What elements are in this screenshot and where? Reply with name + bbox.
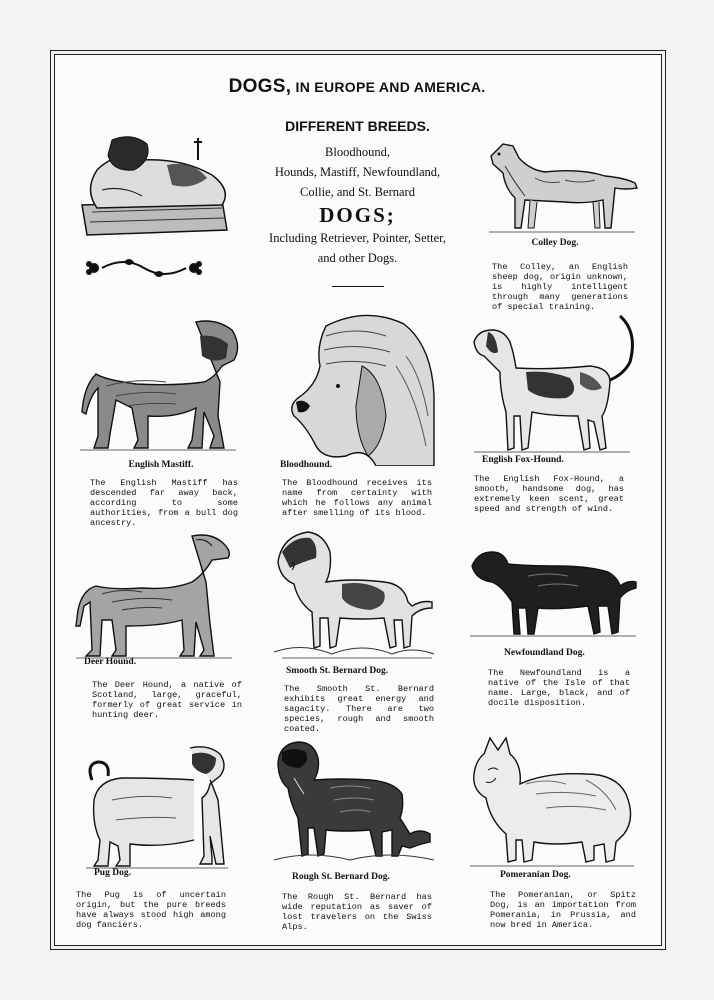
page-title <box>54 76 660 98</box>
intro-line-4: Including Retriever, Pointer, Setter, <box>269 231 446 245</box>
intro-line-3: Collie, and St. Bernard <box>300 185 415 199</box>
intro-line-5: and other Dogs. <box>317 251 398 265</box>
colley-dog-illustration <box>485 128 640 236</box>
rough-st-bernard-caption: Rough St. Bernard Dog. <box>292 872 390 882</box>
english-fox-hound-caption: English Fox-Hound. <box>482 455 564 465</box>
intro-block <box>240 118 475 287</box>
bloodhound-illustration <box>286 306 436 466</box>
english-fox-hound-illustration <box>470 312 638 457</box>
colley-dog-caption: Colley Dog. <box>531 238 579 248</box>
intro-line-2: Hounds, Mastiff, Newfoundland, <box>274 165 441 179</box>
pug-dog-caption: Pug Dog. <box>94 868 131 878</box>
rough-st-bernard-description: The Rough St. Bernard has wide reputation as saver of lost travelers on the Swiss Alps. <box>282 892 432 932</box>
newfoundland-illustration <box>468 542 640 642</box>
pug-dog-description: The Pug is of uncertain origin, but the pure breeds have always stood high among dog fanciers. <box>76 890 226 930</box>
colley-dog-description: The Colley, an English sheep dog, origin unknown, is highly intelligent through many generations of special training. <box>492 262 628 312</box>
newfoundland-lying-illustration <box>72 130 237 242</box>
deer-hound-description: The Deer Hound, a native of Scotland, large, graceful, formerly of great service in hunting deer. <box>92 680 242 720</box>
smooth-st-bernard-description: The Smooth St. Bernard exhibits great energy and sagacity. There are two species, rough and smooth coated. <box>284 684 434 734</box>
deer-hound-illustration <box>72 530 237 660</box>
floral-ornament <box>84 256 204 280</box>
english-mastiff-illustration <box>76 316 246 454</box>
bloodhound-description: The Bloodhound receives its name from certainty with which he follows any animal after smelling of its blood. <box>282 478 432 518</box>
intro-rule <box>332 286 384 287</box>
rough-st-bernard-illustration <box>270 738 438 866</box>
newfoundland-dog-description: The Newfoundland is a native of the Isle of that name. Large, black, and of docile disposition. <box>488 668 630 708</box>
pomeranian-dog-illustration <box>466 734 638 872</box>
intro-dogs-word: DOGS; <box>319 203 396 227</box>
page-title-main: DOGS, <box>228 76 292 97</box>
english-mastiff-caption: English Mastiff. <box>128 460 194 470</box>
smooth-st-bernard-illustration <box>272 522 437 662</box>
deer-hound-caption: Deer Hound. <box>84 657 137 667</box>
intro-line-1: Bloodhound, <box>325 145 390 159</box>
intro-subtitle: DIFFERENT BREEDS. <box>285 118 430 134</box>
page-title-rest: IN EUROPE AND AMERICA. <box>295 79 486 95</box>
pomeranian-dog-caption: Pomeranian Dog. <box>500 870 571 880</box>
pug-dog-illustration <box>82 740 232 872</box>
bloodhound-caption: Bloodhound. <box>280 460 333 470</box>
english-mastiff-description: The English Mastiff has descended far away back, according to some authorities, from a bull dog ancestry. <box>90 478 238 528</box>
smooth-st-bernard-caption: Smooth St. Bernard Dog. <box>286 666 389 676</box>
newfoundland-dog-caption: Newfoundland Dog. <box>504 648 585 658</box>
english-fox-hound-description: The English Fox-Hound, a smooth, handsome dog, has extremely keen scent, great speed and strength of wind. <box>474 474 624 514</box>
pomeranian-dog-description: The Pomeranian, or Spitz Dog, is an importation from Pomerania, in Prussia, and now bred in America. <box>490 890 636 930</box>
